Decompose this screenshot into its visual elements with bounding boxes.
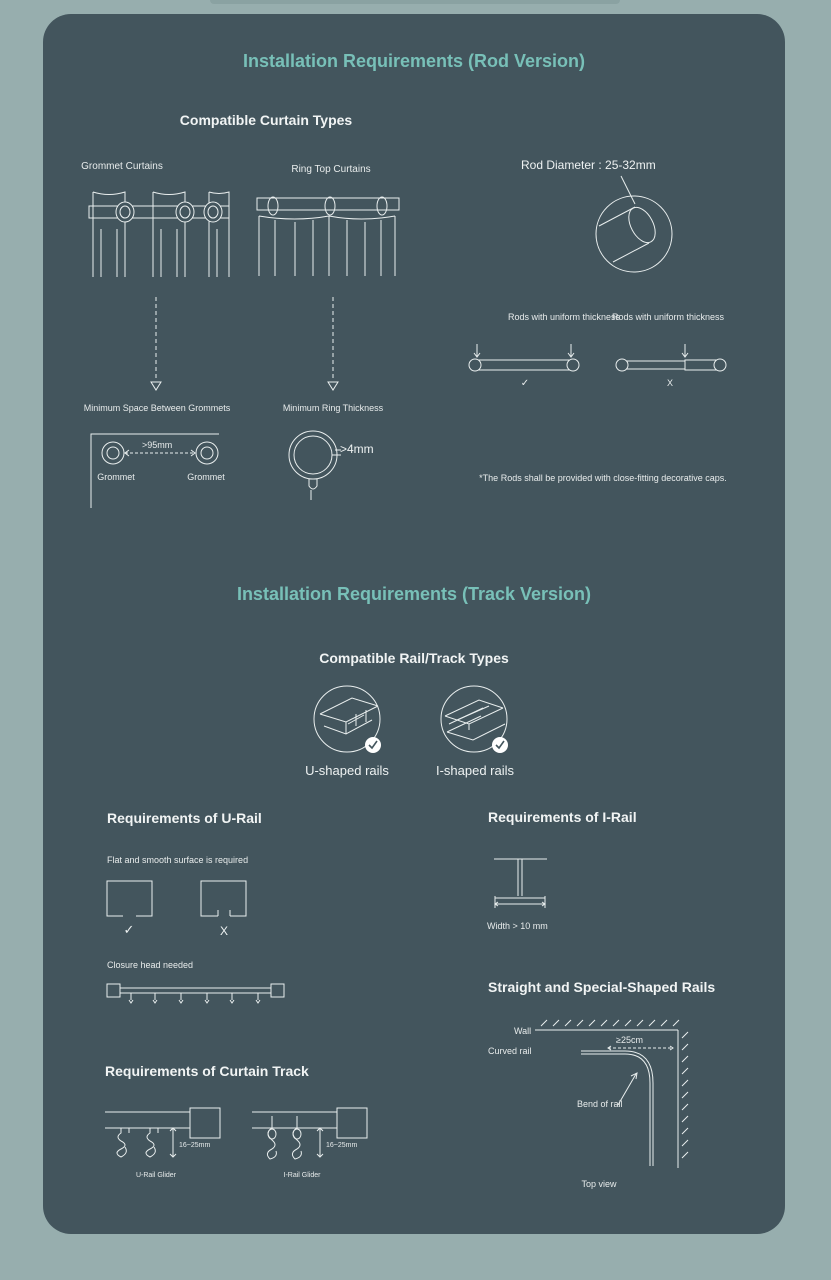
i-rail-requirements-heading: Requirements of I-Rail [488,809,637,825]
ring-top-curtains-label: Ring Top Curtains [291,164,371,175]
uniform-rod-cross: X [666,378,674,388]
min-ring-thickness-label: Minimum Ring Thickness [282,403,384,413]
u-glider-dimension: 16~25mm [179,1142,211,1149]
uniform-rod-bad-label: Rods with uniform thickness [611,312,725,322]
i-shaped-rails-label: I-shaped rails [435,763,515,778]
i-rail-width-note: Width > 10 mm [487,921,548,931]
bend-distance-label: ≥25cm [616,1035,643,1045]
top-shadow-bar [210,0,620,4]
caps-note: *The Rods shall be provided with close-fitting decorative caps. [479,473,727,483]
rod-section-title: Installation Requirements (Rod Version) [242,51,586,71]
curved-rail-top-view-diagram [533,1018,693,1170]
i-rail-profile-diagram [492,856,552,912]
uniform-rod-check: ✓ [520,378,530,389]
i-rail-glider-diagram [250,1107,370,1169]
compatible-curtain-types-heading: Compatible Curtain Types [179,112,353,128]
grommet-curtains-label: Grommet Curtains [81,161,163,172]
ring-thickness-value: >4mm [340,442,374,456]
curtain-track-requirements-heading: Requirements of Curtain Track [105,1063,309,1079]
closure-head-note: Closure head needed [107,960,194,970]
dashed-arrows [143,294,343,394]
uniform-rod-bad-diagram [614,342,729,374]
u-shaped-rail-icon [312,684,384,756]
bend-of-rail-label: Bend of rail [577,1099,623,1109]
u-rail-profile-check: ✓ [123,922,135,937]
uniform-rod-good-label: Rods with uniform thickness [507,312,621,322]
grommet-spacing-value: >95mm [142,440,173,450]
u-rail-profile-diagrams [106,880,256,920]
i-glider-dimension: 16~25mm [326,1142,358,1149]
flat-surface-note: Flat and smooth surface is required [107,855,249,865]
u-rail-requirements-heading: Requirements of U-Rail [107,810,262,826]
u-shaped-rails-label: U-shaped rails [305,763,389,778]
installation-card [43,14,785,1234]
special-shaped-rails-heading: Straight and Special-Shaped Rails [488,979,716,995]
ring-top-curtain-illustration [255,196,405,278]
min-space-between-grommets-label: Minimum Space Between Grommets [83,403,231,413]
compatible-rail-types-heading: Compatible Rail/Track Types [319,650,509,666]
grommet-left-label: Grommet [97,472,135,482]
rod-diameter-label: Rod Diameter : 25-32mm [521,158,656,172]
grommet-right-label: Grommet [187,472,225,482]
i-rail-glider-label: I-Rail Glider [283,1172,321,1179]
top-view-label: Top view [581,1179,617,1189]
curved-rail-label: Curved rail [488,1046,532,1056]
u-rail-glider-label: U-Rail Glider [135,1172,177,1179]
u-rail-glider-diagram [103,1107,223,1169]
i-shaped-rail-icon [439,684,511,756]
track-section-title: Installation Requirements (Track Version) [236,584,592,604]
rod-diameter-diagram [593,174,677,274]
u-rail-profile-cross: X [219,924,229,938]
grommet-curtain-illustration [89,189,234,279]
closure-head-diagram [105,982,290,1012]
uniform-rod-good-diagram [467,342,582,374]
wall-label: Wall [514,1026,532,1036]
